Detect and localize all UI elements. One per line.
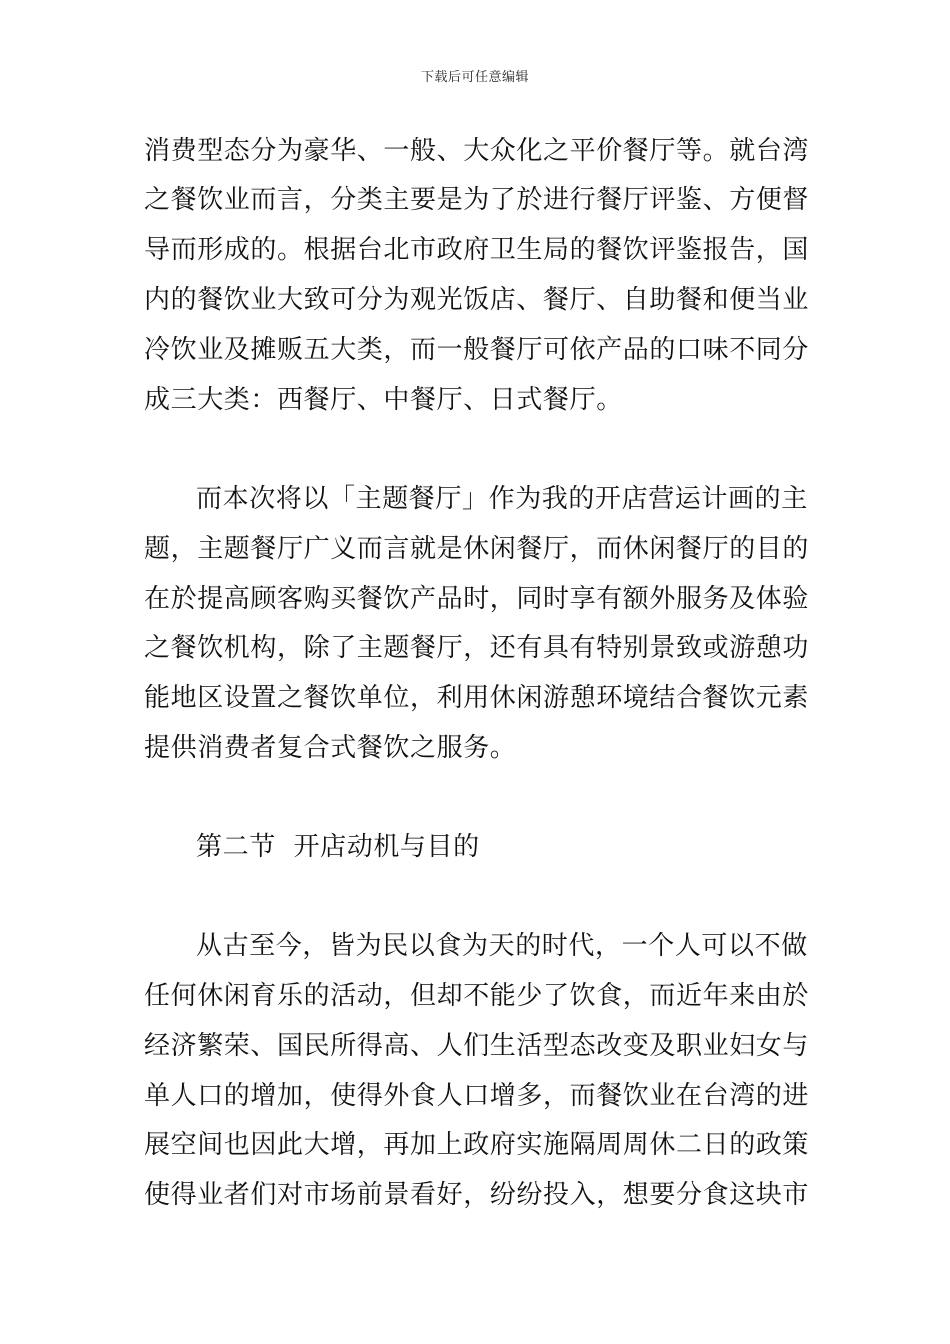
- paragraph-3-line-3: 经济繁荣、国民所得高、人们生活型态改变及职业妇女与: [144, 1031, 810, 1061]
- paragraph-2-line-6: 提供消费者复合式餐饮之服务。: [144, 733, 517, 763]
- paragraph-3-line-4: 单人口的增加，使得外食人口增多，而餐饮业在台湾的进: [144, 1081, 810, 1111]
- paragraph-2-line-2: 题，主题餐厅广义而言就是休闲餐厅，而休闲餐厅的目的: [144, 534, 810, 564]
- page-header: 下载后可任意编辑: [420, 70, 529, 85]
- paragraph-1-line-5: 冷饮业及摊贩五大类，而一般餐厅可依产品的口味不同分: [144, 335, 810, 365]
- paragraph-1-line-3: 导而形成的。根据台北市政府卫生局的餐饮评鉴报告，国: [144, 235, 810, 265]
- paragraph-3-line-5: 展空间也因此大增，再加上政府实施隔周周休二日的政策: [144, 1130, 810, 1160]
- paragraph-1-line-4: 内的餐饮业大致可分为观光饭店、餐厅、自助餐和便当业: [144, 285, 810, 315]
- paragraph-2-line-4: 之餐饮机构，除了主题餐厅，还有具有特别景致或游憩功: [144, 633, 810, 663]
- paragraph-3-line-2: 任何休闲育乐的活动，但却不能少了饮食，而近年来由於: [144, 981, 810, 1011]
- paragraph-1-line-2: 之餐饮业而言，分类主要是为了於进行餐厅评鉴、方便督: [144, 185, 810, 215]
- paragraph-1-line-1: 消费型态分为豪华、一般、大众化之平价餐厅等。就台湾: [144, 136, 810, 166]
- paragraph-3-line-6: 使得业者们对市场前景看好，纷纷投入，想要分食这块市: [144, 1180, 810, 1210]
- paragraph-2-line-3: 在於提高顾客购买餐饮产品时，同时享有额外服务及体验: [144, 584, 810, 614]
- paragraph-3-line-1: 从古至今，皆为民以食为天的时代，一个人可以不做: [196, 931, 808, 961]
- paragraph-1-line-6: 成三大类：西餐厅、中餐厅、日式餐厅。: [144, 385, 623, 415]
- paragraph-2-line-1: 而本次将以「主题餐厅」作为我的开店营运计画的主: [196, 484, 808, 514]
- paragraph-2-line-5: 能地区设置之餐饮单位，利用休闲游憩环境结合餐饮元素: [144, 683, 810, 713]
- section-heading: 第二节 开店动机与目的: [196, 832, 480, 862]
